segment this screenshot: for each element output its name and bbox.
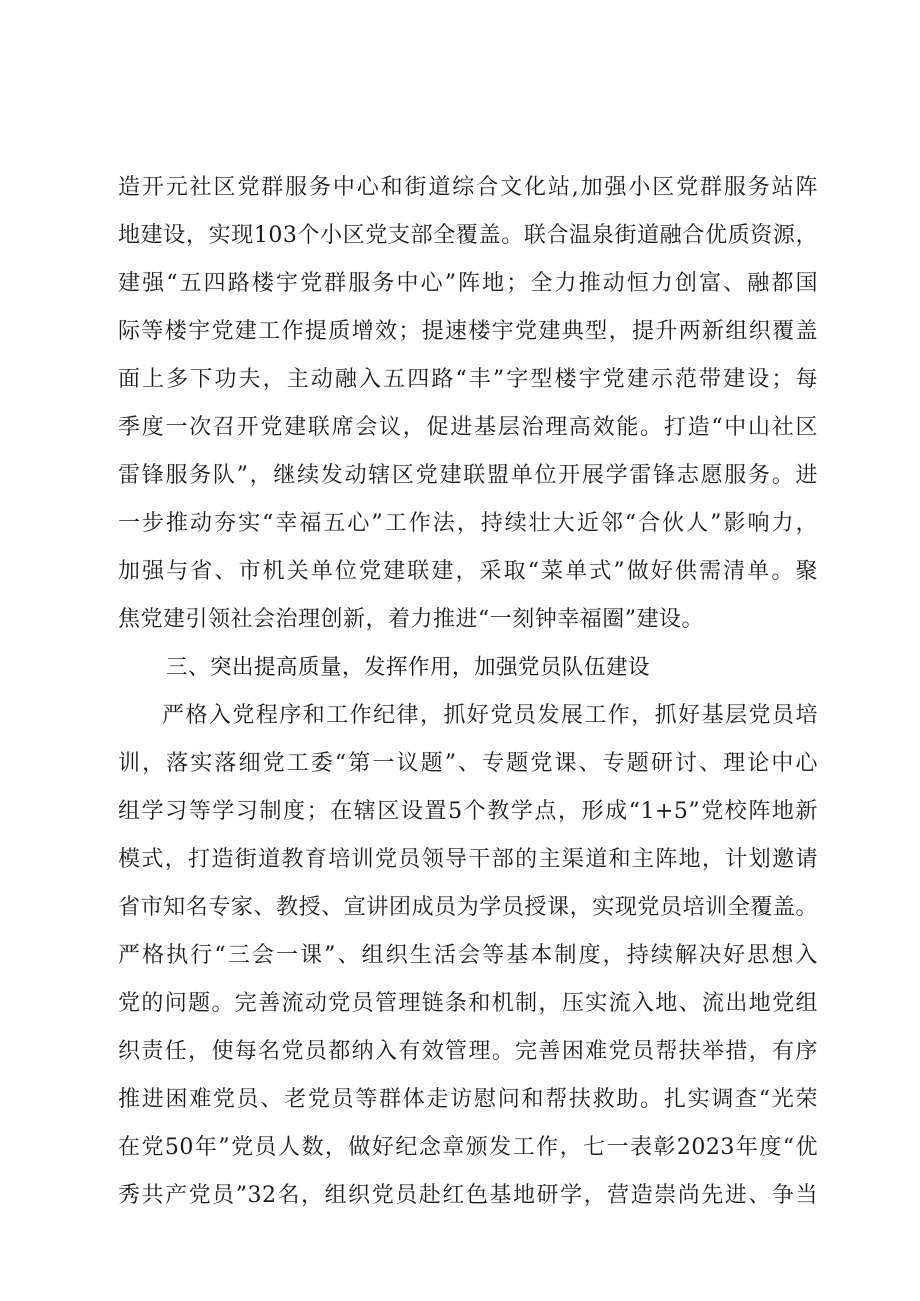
paragraph-line: 际等楼宇党建工作提质增效；提速楼宇党建典型，提升两新组织覆盖 xyxy=(118,319,818,344)
paragraph-2 xyxy=(118,692,818,1220)
paragraph-1 xyxy=(118,164,818,644)
paragraph-line: 省市知名专家、教授、宣讲团成员为学员授课，实现党员培训全覆盖。 xyxy=(118,895,818,920)
paragraph-line: 推进困难党员、老党员等群体走访慰问和帮扶救助。扎实调查“光荣 xyxy=(118,1087,818,1112)
paragraph-line: 严格入党程序和工作纪律，抓好党员发展工作，抓好基层党员培 xyxy=(162,703,818,728)
section-heading: 三、突出提高质量，发挥作用，加强党员队伍建设 xyxy=(166,655,651,680)
paragraph-line: 雷锋服务队”，继续发动辖区党建联盟单位开展学雷锋志愿服务。进 xyxy=(118,463,818,488)
paragraph-line: 秀共产党员”32名，组织党员赴红色基地研学，营造崇尚先进、争当 xyxy=(118,1183,818,1208)
paragraph-line: 组学习等学习制度；在辖区设置5个教学点，形成“1+5”党校阵地新 xyxy=(118,799,818,824)
paragraph-line: 织责任，使每名党员都纳入有效管理。完善困难党员帮扶举措，有序 xyxy=(118,1039,818,1064)
paragraph-line: 面上多下功夫，主动融入五四路“丰”字型楼宇党建示范带建设；每 xyxy=(118,367,818,392)
paragraph-line: 焦党建引领社会治理创新，着力推进“一刻钟幸福圈”建设。 xyxy=(118,607,704,632)
paragraph-line: 造开元社区党群服务中心和街道综合文化站,加强小区党群服务站阵 xyxy=(118,175,818,200)
paragraph-line: 地建设，实现103个小区党支部全覆盖。联合温泉街道融合优质资源， xyxy=(118,223,818,248)
paragraph-line: 季度一次召开党建联席会议，促进基层治理高效能。打造“中山社区 xyxy=(118,415,818,440)
paragraph-line: 建强“五四路楼宇党群服务中心”阵地；全力推动恒力创富、融都国 xyxy=(118,271,818,296)
paragraph-line: 加强与省、市机关单位党建联建，采取“菜单式”做好供需清单。聚 xyxy=(118,559,818,584)
paragraph-line: 党的问题。完善流动党员管理链条和机制，压实流入地、流出地党组 xyxy=(118,991,818,1016)
paragraph-line: 严格执行“三会一课”、组织生活会等基本制度，持续解决好思想入 xyxy=(118,943,818,968)
document-body xyxy=(118,164,818,1220)
paragraph-line: 一步推动夯实“幸福五心”工作法，持续壮大近邻“合伙人”影响力， xyxy=(118,511,818,536)
paragraph-line: 模式，打造街道教育培训党员领导干部的主渠道和主阵地，计划邀请 xyxy=(118,847,818,872)
paragraph-line: 在党50年”党员人数，做好纪念章颁发工作，七一表彰2023年度“优 xyxy=(118,1135,818,1160)
paragraph-line: 训，落实落细党工委“第一议题”、专题党课、专题研讨、理论中心 xyxy=(118,751,818,776)
